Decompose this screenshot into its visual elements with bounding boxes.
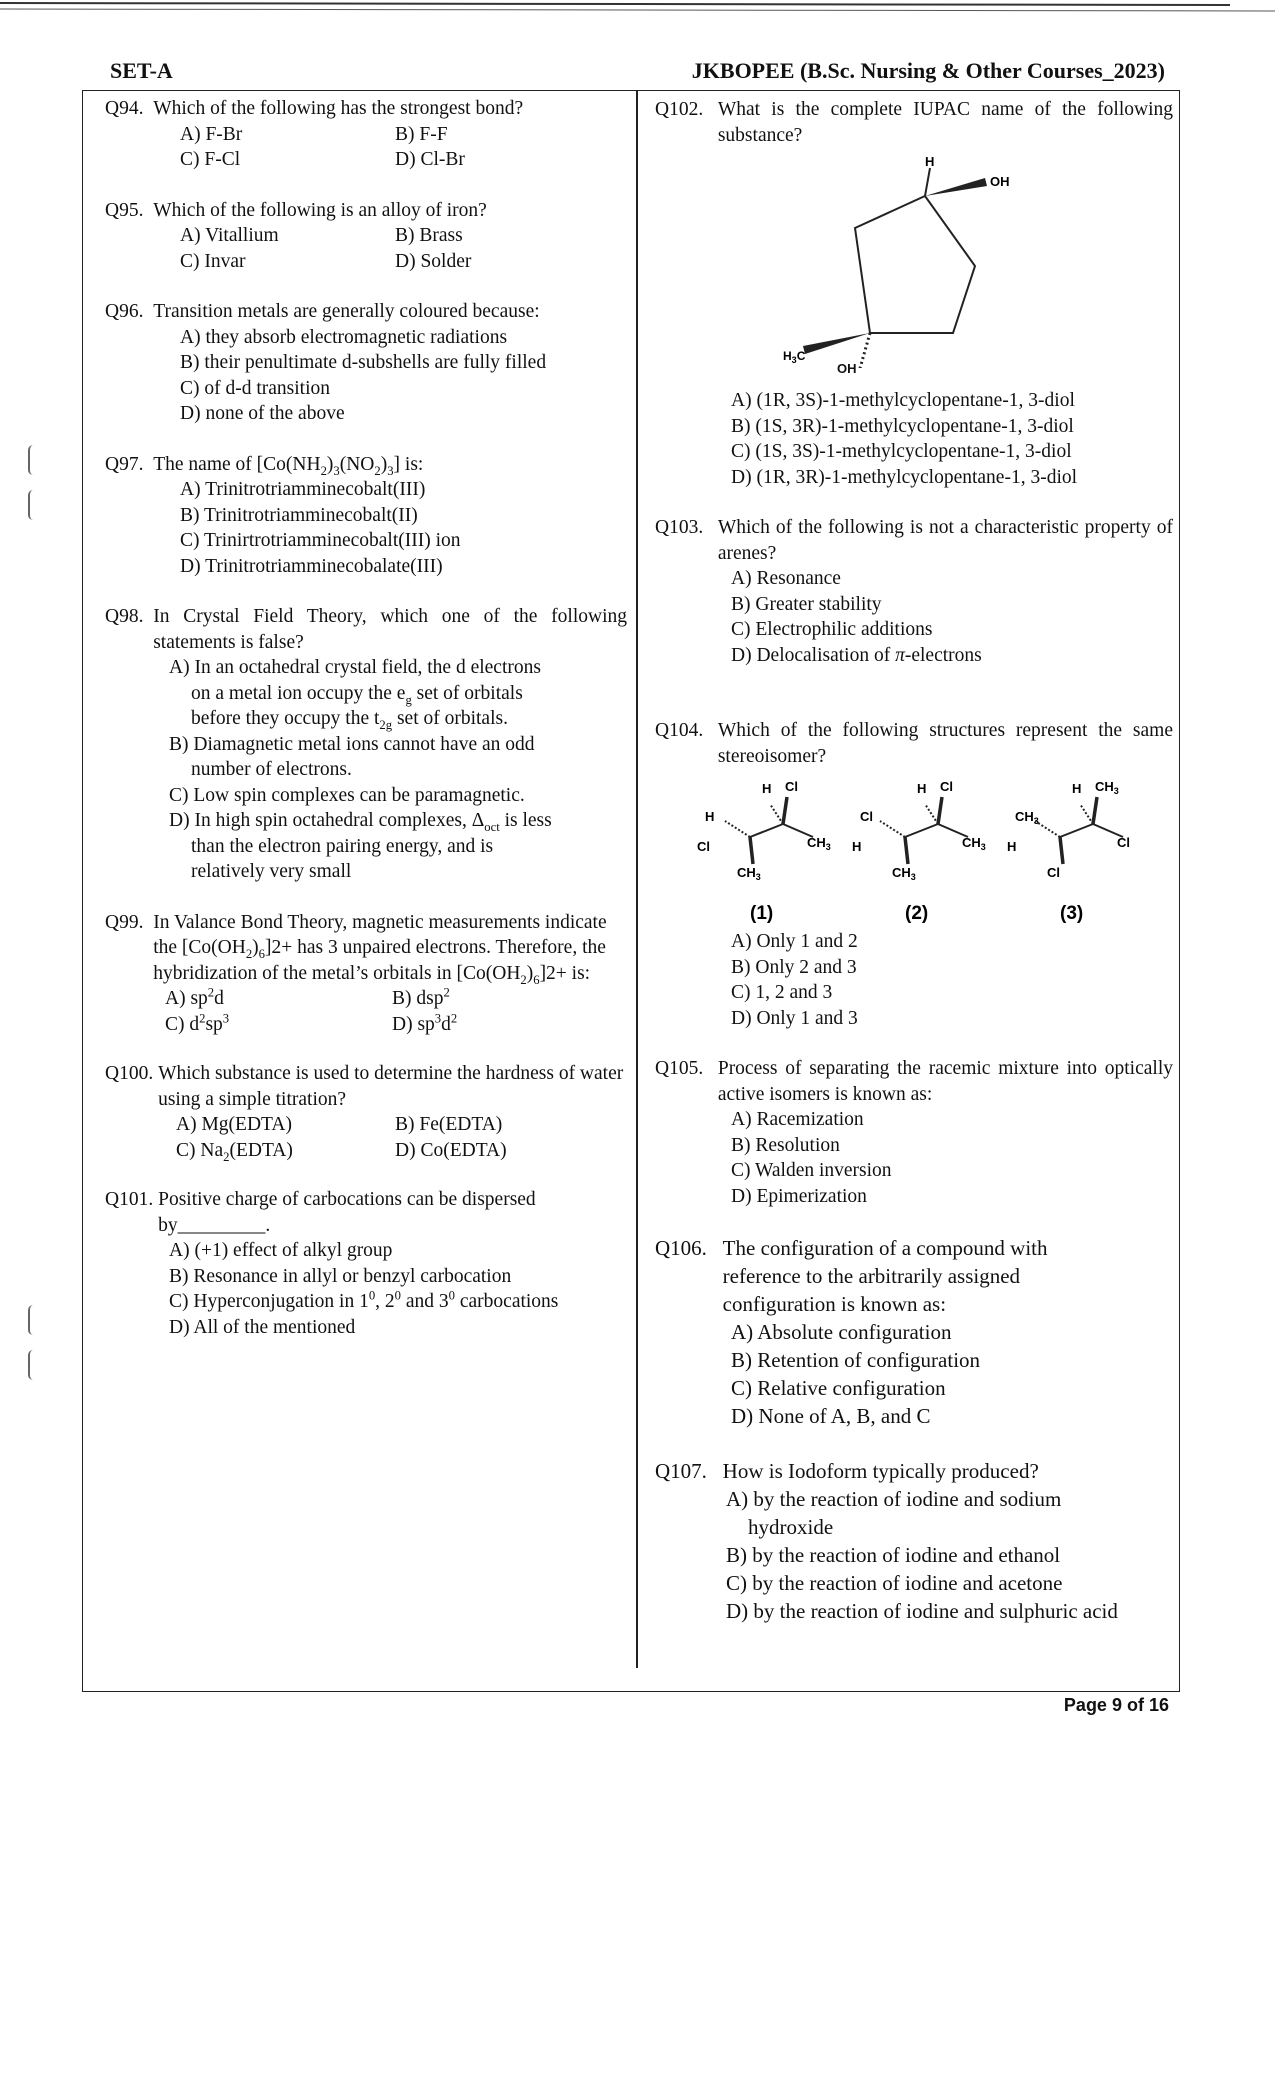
question-number: Q97. xyxy=(105,453,144,475)
option-d: D) Cl-Br xyxy=(395,149,465,170)
option-b: B) Resonance in allyl or benzyl carbocation xyxy=(169,1265,512,1287)
option-a: A) by the reaction of iodine and sodium hydroxide xyxy=(726,1487,1062,1539)
option-d: D) Epimerization xyxy=(731,1185,867,1207)
atom-left: $CH_3$ xyxy=(1015,809,1039,826)
atom-h-top: H xyxy=(917,781,927,796)
option-b: B) Fe(EDTA) xyxy=(395,1114,503,1135)
option-a: A) Racemization xyxy=(731,1109,864,1130)
question-number: Q96. xyxy=(105,301,144,322)
option-d: D) none of the above xyxy=(180,403,345,424)
option-d: D) by the reaction of iodine and sulphuric acid xyxy=(726,1599,1118,1623)
question-number: Q98. xyxy=(105,606,144,627)
scan-mark xyxy=(28,445,38,475)
hash-top xyxy=(770,804,783,824)
question-number: Q102. xyxy=(655,99,704,120)
option-b: B) Greater stability xyxy=(731,593,882,615)
atom-bottom: $CH_3$ xyxy=(892,865,916,882)
question-number: Q107. xyxy=(655,1459,707,1483)
question-number: Q100. xyxy=(105,1063,154,1084)
option-c: C) Electrophilic additions xyxy=(731,619,933,640)
question-number: Q95. xyxy=(105,199,144,221)
right-column xyxy=(655,97,1173,1625)
option-d: D) $sp^3d^2$ xyxy=(392,1011,458,1035)
option-b: B) F-F xyxy=(395,123,448,145)
option-a: A) $sp^2d$ xyxy=(165,985,224,1009)
structure-label: (3) xyxy=(1060,903,1084,924)
option-c: C) by the reaction of iodine and acetone xyxy=(726,1571,1063,1595)
question-text: In Valance Bond Theory, magnetic measurements indicate the $[Co(OH_2)_6]2+$ has 3 unpaired electrons. Therefore, the hybridization of the metal’s orbitals in $[Co(OH_2)_6]2+$ is: xyxy=(153,911,607,987)
atom-bottom: $CH_3$ xyxy=(737,865,761,882)
option-c: C) Invar xyxy=(180,250,246,272)
question-text: Positive charge of carbocations can be dispersed by_________. xyxy=(158,1189,536,1236)
c-c-bond xyxy=(750,824,783,837)
atom-top: Cl xyxy=(940,779,953,794)
option-a: A) they absorb electromagnetic radiations xyxy=(180,326,508,348)
wedge-ch3 xyxy=(803,333,870,354)
scan-mark xyxy=(28,1350,38,1380)
atom-left-lower: Cl xyxy=(697,839,710,854)
atom-h-top: H xyxy=(1072,781,1082,796)
question-text-pre: The name of xyxy=(153,453,257,475)
atom-bottom: Cl xyxy=(1047,865,1060,880)
complex-formula: $[Co(NH_2)_3(NO_2)_3]$ xyxy=(256,453,401,478)
label-h: H xyxy=(925,154,935,169)
option-b: B) Diamagnetic metal ions cannot have an odd number of electrons. xyxy=(169,733,535,780)
structure-label: (2) xyxy=(905,903,929,924)
ring xyxy=(855,196,975,333)
question-96 xyxy=(105,299,627,427)
option-c: C) $d^2sp^3$ xyxy=(165,1011,230,1035)
stereoisomer-2 xyxy=(850,769,1000,929)
question-text: In Crystal Field Theory, which one of the following statements is false? xyxy=(153,606,627,653)
option-c: C) of d-d transition xyxy=(180,377,331,399)
option-a: A) Resonance xyxy=(731,568,841,589)
hash-left xyxy=(880,821,905,837)
wedge-oh xyxy=(925,178,987,196)
c-c-bond xyxy=(1060,824,1093,837)
question-number: Q105. xyxy=(655,1058,704,1079)
hash-top xyxy=(925,804,938,824)
question-text: Which of the following has the strongest bond? xyxy=(153,98,524,119)
question-number: Q104. xyxy=(655,720,704,741)
question-103 xyxy=(655,515,1173,668)
option-d: D) Delocalisation of π-electrons xyxy=(731,644,982,666)
stereoisomer-structures xyxy=(697,769,1173,929)
scan-edge xyxy=(0,0,1275,14)
question-97 xyxy=(105,452,627,580)
label-h3c: $H_3C$ xyxy=(783,349,806,365)
bond-h xyxy=(925,168,930,196)
option-a: A) In an octahedral crystal field, the d electrons on a metal ion occupy the $e_g$ set of orbitals before they occupy the $t_{2g}$ set of orbitals. xyxy=(169,657,541,732)
option-d: D) Solder xyxy=(395,250,472,272)
option-a: A) Mg(EDTA) xyxy=(176,1114,292,1135)
left-column xyxy=(105,96,627,1340)
cyclopentane-diol-structure xyxy=(655,148,1173,368)
option-c: C) F-Cl xyxy=(180,149,241,170)
option-c: C) Hyperconjugation in $1^0$, $2^0$ and $3^0$ carbocations xyxy=(169,1288,559,1312)
option-b: B) Resolution xyxy=(731,1134,840,1156)
atom-top: $CH_3$ xyxy=(1095,779,1119,796)
wedge-bottom xyxy=(1060,837,1063,864)
wedge-bottom xyxy=(905,837,908,864)
atom-h-top: H xyxy=(762,781,772,796)
option-b: B) (1S, 3R)-1-methylcyclopentane-1, 3-diol xyxy=(731,415,1074,437)
page-total: 16 xyxy=(1148,1695,1169,1715)
atom-right: $CH_3$ xyxy=(962,835,986,852)
question-number: Q99. xyxy=(105,911,144,933)
scan-mark xyxy=(28,1305,38,1335)
question-99 xyxy=(105,910,627,1038)
page-prefix: Page xyxy=(1063,1695,1112,1715)
question-107 xyxy=(655,1457,1173,1625)
option-b: B) Brass xyxy=(395,225,463,246)
question-text: Transition metals are generally coloured because: xyxy=(153,301,540,322)
option-a: A) (1R, 3S)-1-methylcyclopentane-1, 3-diol xyxy=(731,390,1075,411)
option-c: C) Relative configuration xyxy=(731,1376,946,1400)
question-text: Which of the following is an alloy of iron? xyxy=(153,199,487,221)
option-d: D) Only 1 and 3 xyxy=(731,1007,858,1029)
question-text-post: is: xyxy=(400,453,424,475)
scan-mark xyxy=(28,490,38,520)
question-101 xyxy=(105,1187,627,1340)
question-text: Which of the following is not a characteristic property of arenes? xyxy=(717,517,1173,564)
exam-title: JKBOPEE (B.Sc. Nursing & Other Courses_2023) xyxy=(691,58,1165,83)
hash-top xyxy=(1080,804,1093,824)
option-a: A) Vitallium xyxy=(180,225,279,246)
question-100 xyxy=(105,1061,627,1163)
hash-oh xyxy=(855,333,870,368)
question-104 xyxy=(655,718,1173,1031)
option-a: A) F-Br xyxy=(180,123,243,145)
option-d: D) None of A, B, and C xyxy=(731,1404,931,1428)
option-b: B) their penultimate d-subshells are fully filled xyxy=(180,352,547,373)
question-text: Which of the following structures represent the same stereoisomer? xyxy=(717,720,1173,767)
option-a: A) Absolute configuration xyxy=(731,1320,952,1344)
option-b: B) Trinitrotriamminecobalt(II) xyxy=(180,504,418,526)
label-oh-bottom: OH xyxy=(837,361,857,376)
option-d: D) All of the mentioned xyxy=(169,1316,356,1338)
atom-left-lower: H xyxy=(1007,839,1017,854)
atom-right: Cl xyxy=(1117,835,1130,850)
option-d: D) Co(EDTA) xyxy=(395,1139,507,1161)
stereoisomer-3 xyxy=(1005,769,1155,929)
question-number: Q106. xyxy=(655,1236,707,1260)
question-105 xyxy=(655,1056,1173,1209)
option-a: A) (+1) effect of alkyl group xyxy=(169,1240,393,1261)
question-number: Q103. xyxy=(655,517,704,538)
question-98 xyxy=(105,604,627,885)
atom-top: Cl xyxy=(785,779,798,794)
option-a: A) Trinitrotriamminecobalt(III) xyxy=(180,479,426,500)
wedge-top xyxy=(1093,797,1097,824)
wedge-top xyxy=(938,797,942,824)
question-95 xyxy=(105,198,627,275)
option-c: C) 1, 2 and 3 xyxy=(731,982,833,1003)
option-c: C) $Na_2(EDTA)$ xyxy=(176,1139,293,1164)
option-c: C) Walden inversion xyxy=(731,1160,892,1181)
hash-left xyxy=(725,821,750,837)
page-of: of xyxy=(1121,1695,1149,1715)
question-text xyxy=(153,452,627,478)
wedge-bottom xyxy=(750,837,753,864)
question-text: The configuration of a compound with reference to the arbitrarily assigned configuration is known as: xyxy=(722,1236,1048,1316)
question-text: Which substance is used to determine the hardness of water using a simple titration? xyxy=(158,1063,624,1110)
option-d: D) (1R, 3R)-1-methylcyclopentane-1, 3-diol xyxy=(731,466,1078,488)
atom-left: H xyxy=(705,809,715,824)
set-label: SET-A xyxy=(110,58,173,83)
structure-label: (1) xyxy=(750,903,774,924)
question-102 xyxy=(655,97,1173,490)
option-d: D) Trinitrotriamminecobalate(III) xyxy=(180,555,443,577)
question-text: How is Iodoform typically produced? xyxy=(722,1459,1039,1483)
option-c: C) Low spin complexes can be paramagnetic. xyxy=(169,784,525,806)
atom-left: Cl xyxy=(860,809,873,824)
question-text: What is the complete IUPAC name of the following substance? xyxy=(717,99,1173,146)
scan-edge-lines xyxy=(0,0,1275,14)
stereoisomer-1 xyxy=(695,769,845,929)
atom-left-lower: H xyxy=(852,839,862,854)
option-b: B) Only 2 and 3 xyxy=(731,956,857,978)
option-c: C) Trinirtrotriamminecobalt(III) ion xyxy=(180,530,461,551)
c-c-bond xyxy=(905,824,938,837)
option-a: A) Only 1 and 2 xyxy=(731,931,858,952)
question-number: Q101. xyxy=(105,1189,154,1210)
question-number: Q94. xyxy=(105,98,144,119)
label-oh-top: OH xyxy=(990,174,1010,189)
option-d: D) In high spin octahedral complexes, $\Delta_{oct}$ is less than the electron pairing energy, and is relatively very small xyxy=(169,810,552,882)
question-94 xyxy=(105,96,627,173)
option-c: C) (1S, 3S)-1-methylcyclopentane-1, 3-diol xyxy=(731,441,1072,462)
column-divider xyxy=(636,90,638,1668)
atom-right: $CH_3$ xyxy=(807,835,831,852)
page-indicator xyxy=(1064,1695,1169,1716)
option-b: B) by the reaction of iodine and ethanol xyxy=(726,1543,1061,1567)
page-number: 9 xyxy=(1111,1695,1122,1715)
question-106 xyxy=(655,1234,1173,1430)
option-b: B) Retention of configuration xyxy=(731,1348,981,1372)
option-b: B) dsp$^2$ xyxy=(392,985,450,1009)
wedge-top xyxy=(783,797,787,824)
question-text: Process of separating the racemic mixture into optically active isomers is known as: xyxy=(717,1058,1173,1105)
